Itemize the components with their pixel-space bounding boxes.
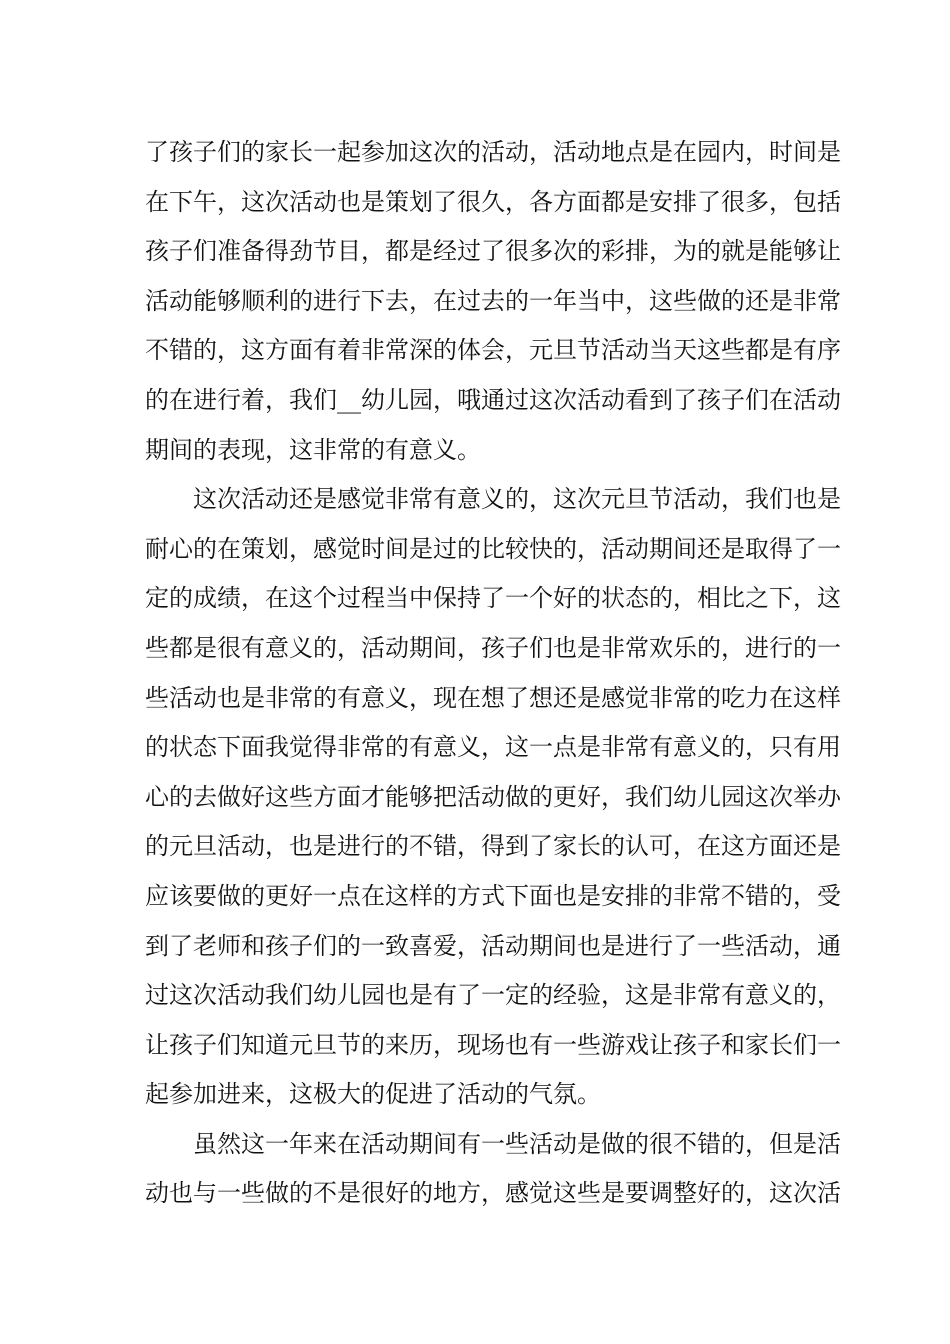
paragraph-1 [145, 128, 841, 475]
paragraph-2 [145, 475, 841, 1120]
text-line: 些都是很有意义的，活动期间，孩子们也是非常欢乐的，进行的一 [145, 633, 841, 662]
text-line: 些活动也是非常的有意义，现在想了想还是感觉非常的吃力在这样 [145, 683, 841, 712]
text-line: 的在进行着，我们__幼儿园，哦通过这次活动看到了孩子们在活动 [145, 385, 841, 414]
text-line: 到了老师和孩子们的一致喜爱，活动期间也是进行了一些活动，通 [145, 931, 841, 960]
text-line: 的元旦活动，也是进行的不错，得到了家长的认可，在这方面还是 [145, 832, 841, 861]
text-line: 动也与一些做的不是很好的地方，感觉这些是要调整好的，这次活 [145, 1179, 841, 1208]
text-line: 的状态下面我觉得非常的有意义，这一点是非常有意义的，只有用 [145, 733, 841, 762]
text-line: 耐心的在策划，感觉时间是过的比较快的，活动期间还是取得了一 [145, 534, 841, 563]
text-line: 这次活动还是感觉非常有意义的，这次元旦节活动，我们也是 [193, 485, 841, 514]
document-body [145, 128, 841, 1219]
text-line: 期间的表现，这非常的有意义。 [145, 435, 481, 464]
paragraph-3 [145, 1120, 841, 1219]
text-line: 在下午，这次活动也是策划了很久，各方面都是安排了很多，包括 [145, 187, 841, 216]
text-line: 让孩子们知道元旦节的来历，现场也有一些游戏让孩子和家长们一 [145, 1030, 841, 1059]
text-line: 活动能够顺利的进行下去，在过去的一年当中，这些做的还是非常 [145, 286, 841, 315]
text-line: 定的成绩，在这个过程当中保持了一个好的状态的，相比之下，这 [145, 584, 841, 613]
text-line: 起参加进来，这极大的促进了活动的气氛。 [145, 1080, 601, 1109]
text-line: 了孩子们的家长一起参加这次的活动，活动地点是在园内，时间是 [145, 138, 841, 166]
text-line: 应该要做的更好一点在这样的方式下面也是安排的非常不错的，受 [145, 881, 841, 910]
text-line: 不错的，这方面有着非常深的体会，元旦节活动当天这些都是有序 [145, 336, 841, 365]
text-line: 心的去做好这些方面才能够把活动做的更好，我们幼儿园这次举办 [145, 782, 841, 811]
text-line: 虽然这一年来在活动期间有一些活动是做的很不错的，但是活 [193, 1129, 841, 1158]
text-line: 孩子们准备得劲节目，都是经过了很多次的彩排，为的就是能够让 [145, 237, 841, 266]
text-line: 过这次活动我们幼儿园也是有了一定的经验，这是非常有意义的， [145, 981, 841, 1010]
